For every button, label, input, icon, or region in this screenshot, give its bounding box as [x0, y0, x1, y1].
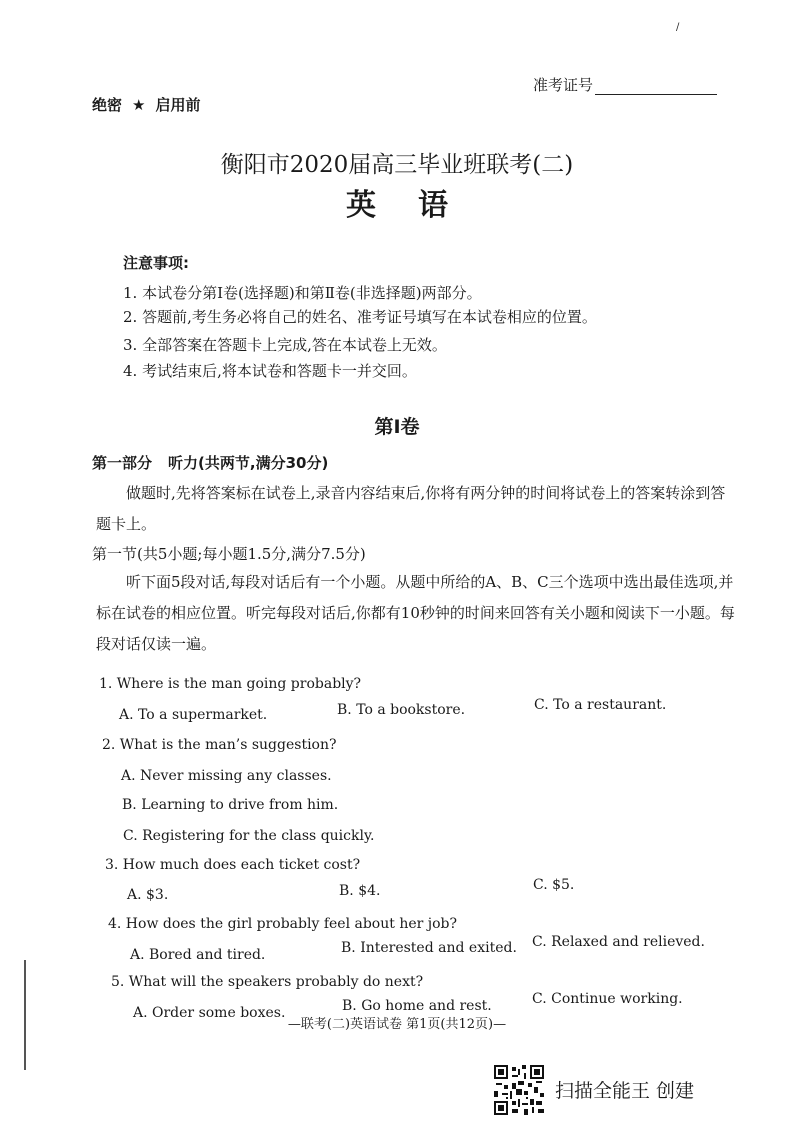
question-1: 1. Where is the man going probably? [99, 676, 362, 692]
notice-item: 4. 考试结束后,将本试卷和答题卡一并交回。 [123, 362, 417, 380]
option-5b: B. Go home and rest. [342, 998, 492, 1014]
option-3c: C. $5. [533, 877, 575, 893]
part-heading [92, 452, 328, 473]
before-use-text: 启用前 [155, 96, 201, 114]
confidential-label [92, 94, 200, 115]
section-instruction: 听下面5段对话,每段对话后有一个小题。从题中所给的A、B、C三个选项中选出最佳选项,并标在试卷的相应位置。听完每段对话后,你都有10秒钟的时间来回答有关小题和阅读下一小题。每段对话仅读一遍。 [96, 573, 735, 653]
notice-heading: 注意事项: [123, 254, 189, 272]
exam-title: 衡阳市2020届高三毕业班联考(二) [220, 152, 574, 178]
question-2: 2. What is the man’s suggestion? [102, 737, 337, 753]
part-label: 第一部分 [92, 454, 153, 472]
option-1a: A. To a supermarket. [119, 707, 268, 723]
question-3: 3. How much does each ticket cost? [105, 857, 361, 873]
option-2b: B. Learning to drive from him. [122, 797, 339, 813]
option-3b: B. $4. [339, 883, 381, 899]
option-4a: A. Bored and tired. [130, 947, 266, 963]
option-2a: A. Never missing any classes. [121, 768, 332, 784]
qr-code-icon [494, 1065, 544, 1115]
page-footer: —联考(二)英语试卷 第1页(共12页)— [287, 1017, 507, 1032]
exam-number-label: 准考证号 [533, 76, 594, 94]
option-4b: B. Interested and exited. [341, 940, 517, 956]
star-icon: ★ [132, 96, 146, 114]
option-1c: C. To a restaurant. [534, 697, 667, 713]
option-5a: A. Order some boxes. [133, 1005, 286, 1021]
scan-edge-line [24, 960, 26, 1070]
question-5: 5. What will the speakers probably do next? [111, 974, 424, 990]
option-5c: C. Continue working. [532, 991, 683, 1007]
notice-item: 2. 答题前,考生务必将自己的姓名、准考证号填写在本试卷相应的位置。 [123, 308, 597, 326]
option-1b: B. To a bookstore. [337, 702, 466, 718]
secret-text: 绝密 [92, 96, 123, 114]
notice-item: 3. 全部答案在答题卡上完成,答在本试卷上无效。 [123, 336, 447, 354]
notice-item: 1. 本试卷分第Ⅰ卷(选择题)和第Ⅱ卷(非选择题)两部分。 [123, 284, 482, 302]
exam-number-blank [595, 80, 717, 95]
corner-mark: / [676, 22, 680, 33]
part-instruction: 做题时,先将答案标在试卷上,录音内容结束后,你将有两分钟的时间将试卷上的答案转涂到答题卡上。 [96, 484, 726, 533]
option-3a: A. $3. [127, 887, 169, 903]
subject-title: 英语 [346, 188, 490, 223]
option-4c: C. Relaxed and relieved. [532, 934, 705, 950]
question-4: 4. How does the girl probably feel about her job? [108, 916, 458, 932]
exam-number-field [533, 74, 717, 95]
option-2c: C. Registering for the class quickly. [123, 828, 375, 844]
volume-title: 第Ⅰ卷 [374, 416, 420, 438]
scanner-watermark: 扫描全能王 创建 [555, 1080, 695, 1102]
section-heading: 第一节(共5小题;每小题1.5分,满分7.5分) [92, 545, 366, 563]
part-title: 听力(共两节,满分30分) [168, 454, 329, 472]
